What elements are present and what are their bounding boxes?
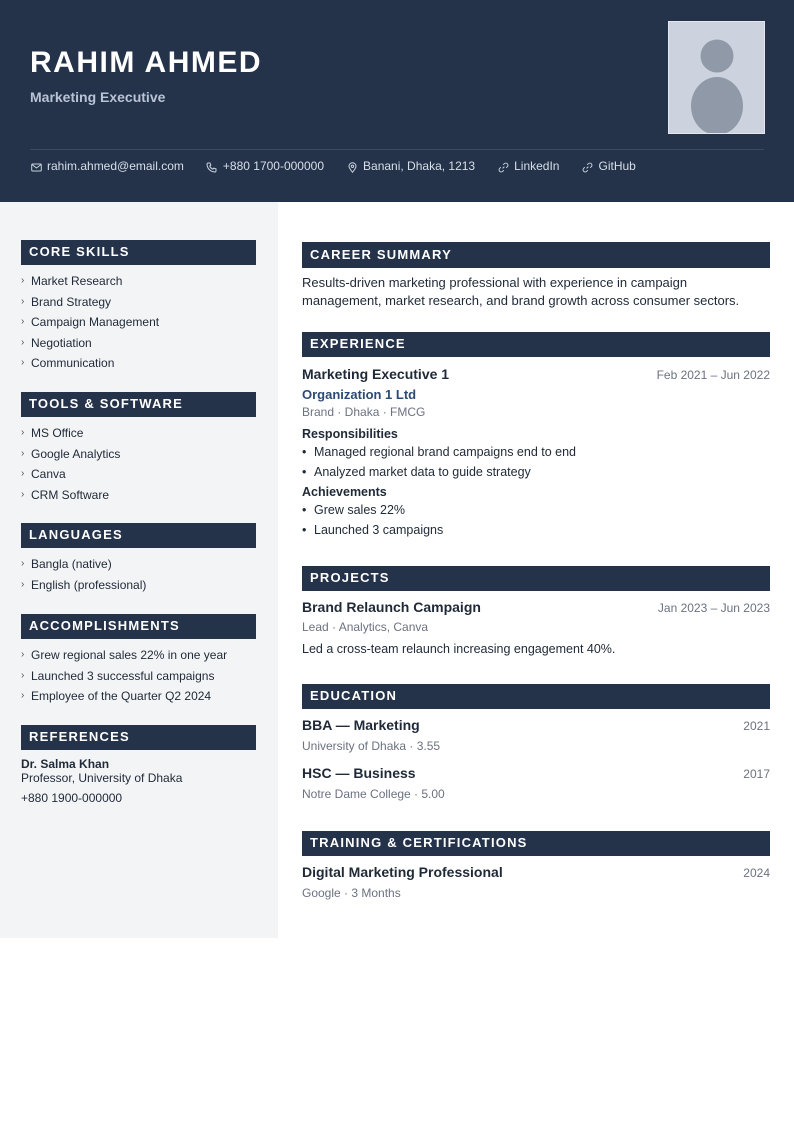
list-item: › Canva xyxy=(21,464,256,485)
achievements-list xyxy=(302,501,770,540)
organization-name: Organization 1 Ltd xyxy=(302,387,417,402)
list-item: › Launched 3 successful campaigns xyxy=(21,666,256,687)
contact-linkedin-text: LinkedIn xyxy=(514,159,560,173)
mail-icon xyxy=(30,161,42,173)
person-silhouette-icon xyxy=(669,22,765,134)
contact-phone-text: +880 1700-000000 xyxy=(222,159,325,173)
link-icon xyxy=(581,161,593,173)
degree-name: HSC — Business xyxy=(302,765,416,781)
chevron-right-icon: › xyxy=(21,488,25,500)
location-pin-icon xyxy=(346,161,358,173)
chevron-right-icon: › xyxy=(21,578,25,590)
degree-year: 2017 xyxy=(743,767,770,781)
profile-photo-placeholder xyxy=(668,21,765,134)
project-dates: Jan 2023 – Jun 2023 xyxy=(657,601,770,615)
experience-title-row xyxy=(302,366,770,382)
training-section xyxy=(302,831,770,900)
list-item: › Negotiation xyxy=(21,333,256,354)
accomplishments-section xyxy=(21,614,256,707)
responsibilities-heading: Responsibilities xyxy=(302,427,398,441)
experience-section xyxy=(302,332,770,540)
languages-section xyxy=(21,523,256,595)
job-dates: Feb 2021 – Jun 2022 xyxy=(656,368,770,382)
core-skills-section xyxy=(21,240,256,374)
bullet-icon: • xyxy=(302,464,307,479)
job-title: Marketing Executive 1 xyxy=(302,366,450,382)
skills-list xyxy=(21,271,256,374)
degree-year: 2021 xyxy=(743,719,770,733)
reference-position: Professor, University of Dhaka xyxy=(21,771,183,785)
list-item: › Market Research xyxy=(21,271,256,292)
chevron-right-icon: › xyxy=(21,316,25,327)
reference-phone: +880 1900-000000 xyxy=(21,791,123,805)
job-meta: Brand · Dhaka · FMCG xyxy=(302,405,426,419)
certification-year: 2024 xyxy=(743,866,770,880)
chevron-right-icon: › xyxy=(21,295,25,307)
chevron-right-icon: › xyxy=(21,447,25,459)
contact-linkedin[interactable] xyxy=(497,159,559,173)
responsibilities-list xyxy=(302,443,770,482)
list-item: › Communication xyxy=(21,353,256,374)
section-heading: TOOLS & SOFTWARE xyxy=(21,392,256,417)
list-item: › MS Office xyxy=(21,423,256,444)
section-heading: EDUCATION xyxy=(302,684,770,709)
section-heading: PROJECTS xyxy=(302,566,770,591)
phone-icon xyxy=(206,161,218,173)
chevron-right-icon: › xyxy=(21,649,25,660)
list-item: › English (professional) xyxy=(21,575,256,596)
references-section xyxy=(21,725,256,805)
chevron-right-icon: › xyxy=(21,336,25,348)
list-item: • Launched 3 campaigns xyxy=(302,521,770,541)
section-heading: TRAINING & CERTIFICATIONS xyxy=(302,831,770,856)
resume-header xyxy=(0,0,794,202)
contact-bar xyxy=(30,159,658,173)
section-heading: REFERENCES xyxy=(21,725,256,750)
chevron-right-icon: › xyxy=(21,669,25,681)
chevron-right-icon: › xyxy=(21,427,25,438)
chevron-right-icon: › xyxy=(21,357,25,368)
section-heading: LANGUAGES xyxy=(21,523,256,548)
contact-email-text: rahim.ahmed@email.com xyxy=(47,159,184,173)
list-item: • Grew sales 22% xyxy=(302,501,770,521)
contact-email[interactable] xyxy=(30,159,184,173)
candidate-role: Marketing Executive xyxy=(30,89,166,105)
chevron-right-icon: › xyxy=(21,558,25,569)
tools-list xyxy=(21,423,256,505)
section-heading: CAREER SUMMARY xyxy=(302,242,770,268)
projects-section xyxy=(302,566,770,656)
tools-section xyxy=(21,392,256,505)
list-item: • Analyzed market data to guide strategy xyxy=(302,463,770,483)
list-item: › Employee of the Quarter Q2 2024 xyxy=(21,686,256,707)
degree-name: BBA — Marketing xyxy=(302,717,420,733)
list-item: › Grew regional sales 22% in one year xyxy=(21,645,256,666)
project-meta: Lead · Analytics, Canva xyxy=(302,620,429,634)
languages-list xyxy=(21,554,256,595)
contact-location-text: Banani, Dhaka, 1213 xyxy=(363,159,476,173)
project-name: Brand Relaunch Campaign xyxy=(302,599,481,615)
education-entry xyxy=(302,717,770,733)
career-summary-section xyxy=(302,242,770,310)
contact-github[interactable] xyxy=(581,159,635,173)
section-heading: CORE SKILLS xyxy=(21,240,256,265)
contact-phone[interactable] xyxy=(206,159,324,173)
certification-name: Digital Marketing Professional xyxy=(302,864,503,880)
chevron-right-icon: › xyxy=(21,468,25,479)
link-icon xyxy=(497,161,509,173)
candidate-name: RAHIM AHMED xyxy=(30,46,263,79)
bullet-icon: • xyxy=(302,522,307,537)
accomplishments-list xyxy=(21,645,256,707)
chevron-right-icon: › xyxy=(21,690,25,701)
chevron-right-icon: › xyxy=(21,275,25,286)
summary-text: Results-driven marketing professional with experience in campaign management, market research, and brand growth across consumer sectors. xyxy=(302,275,740,308)
contact-location xyxy=(346,159,475,173)
certification-entry xyxy=(302,864,770,880)
header-divider xyxy=(30,149,764,150)
list-item: › Bangla (native) xyxy=(21,554,256,575)
list-item: › CRM Software xyxy=(21,485,256,506)
reference-name: Dr. Salma Khan xyxy=(21,757,110,771)
education-section xyxy=(302,684,770,801)
project-description: Led a cross-team relaunch increasing engagement 40%. xyxy=(302,642,616,656)
bullet-icon: • xyxy=(302,503,307,517)
contact-github-text: GitHub xyxy=(598,159,636,173)
education-entry xyxy=(302,765,770,781)
list-item: › Campaign Management xyxy=(21,312,256,333)
bullet-icon: • xyxy=(302,445,307,459)
achievements-heading: Achievements xyxy=(302,485,387,499)
certification-meta: Google · 3 Months xyxy=(302,886,401,900)
list-item: • Managed regional brand campaigns end to end xyxy=(302,443,770,463)
degree-meta: Notre Dame College · 5.00 xyxy=(302,787,445,801)
section-heading: ACCOMPLISHMENTS xyxy=(21,614,256,639)
list-item: › Google Analytics xyxy=(21,444,256,465)
section-heading: EXPERIENCE xyxy=(302,332,770,357)
project-title-row xyxy=(302,599,770,615)
degree-meta: University of Dhaka · 3.55 xyxy=(302,739,441,753)
list-item: › Brand Strategy xyxy=(21,292,256,313)
